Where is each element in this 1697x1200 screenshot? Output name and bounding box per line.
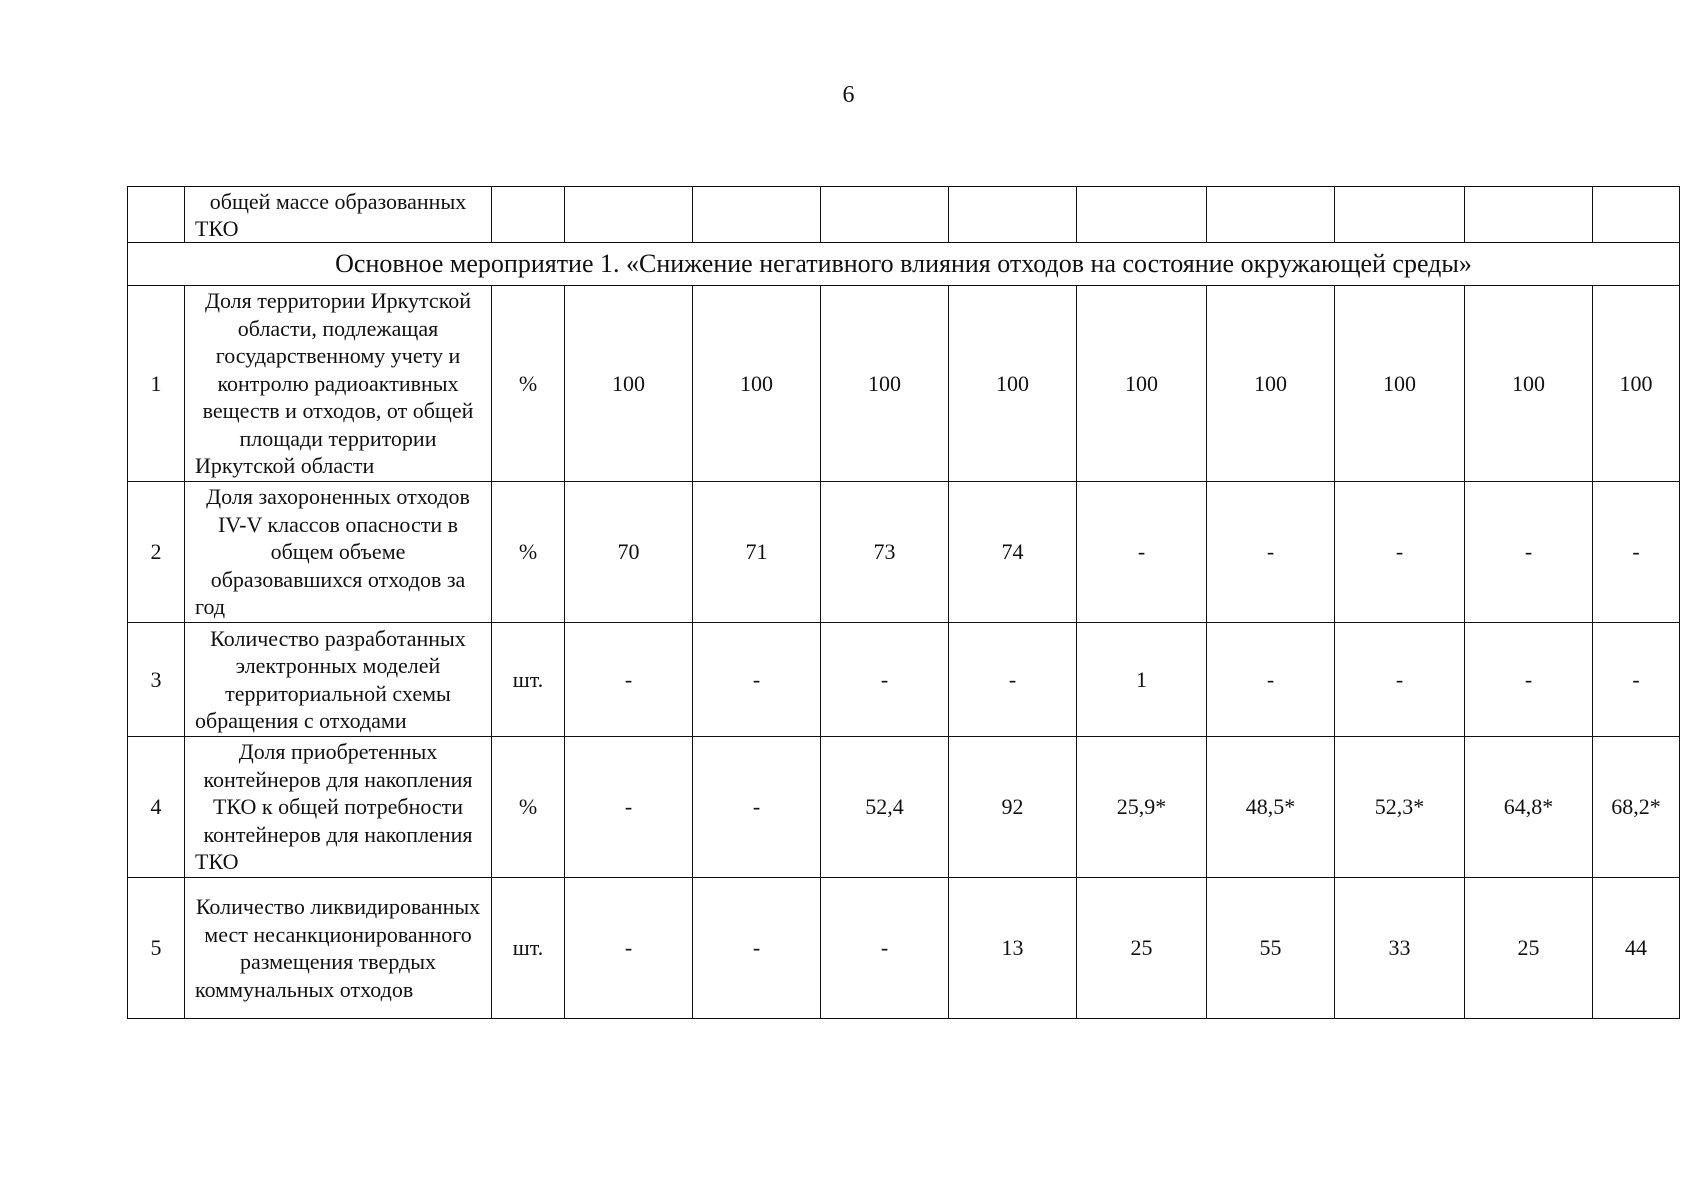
- value-cell: 64,8*: [1465, 737, 1593, 878]
- value-cell: 100: [1593, 286, 1680, 482]
- row-number-cell: 3: [128, 623, 185, 737]
- table-row: [128, 482, 1680, 623]
- value-cell: -: [565, 737, 693, 878]
- value-cell: 52,4: [821, 737, 949, 878]
- value-cell: -: [1593, 623, 1680, 737]
- section-header-row: [128, 243, 1680, 286]
- value-cell: [949, 187, 1077, 243]
- value-cell: -: [693, 878, 821, 1019]
- row-number-cell: [128, 187, 185, 243]
- value-cell: 13: [949, 878, 1077, 1019]
- value-cell: 48,5*: [1207, 737, 1335, 878]
- value-cell: 100: [565, 286, 693, 482]
- value-cell: [1593, 187, 1680, 243]
- value-cell: -: [1335, 623, 1465, 737]
- value-cell: [1335, 187, 1465, 243]
- table-row: [128, 623, 1680, 737]
- value-cell: 100: [693, 286, 821, 482]
- value-cell: -: [693, 737, 821, 878]
- value-cell: 25: [1465, 878, 1593, 1019]
- value-cell: 70: [565, 482, 693, 623]
- value-cell: -: [1207, 623, 1335, 737]
- value-cell: -: [1077, 482, 1207, 623]
- value-cell: -: [1593, 482, 1680, 623]
- value-cell: [1077, 187, 1207, 243]
- indicator-description: Доля территории Иркутской области, подлежащая государственному учету и контролю радиоактивных веществ и отходов, от общей площади территории Иркутской области: [185, 286, 492, 482]
- value-cell: 100: [1207, 286, 1335, 482]
- value-cell: 33: [1335, 878, 1465, 1019]
- value-cell: 55: [1207, 878, 1335, 1019]
- row-number-cell: 2: [128, 482, 185, 623]
- value-cell: 74: [949, 482, 1077, 623]
- value-cell: -: [565, 878, 693, 1019]
- value-cell: -: [1207, 482, 1335, 623]
- value-cell: 71: [693, 482, 821, 623]
- indicator-description: Количество разработанных электронных моделей территориальной схемы обращения с отходами: [185, 623, 492, 737]
- value-cell: -: [949, 623, 1077, 737]
- row-number-cell: 5: [128, 878, 185, 1019]
- indicator-description: Доля приобретенных контейнеров для накопления ТКО к общей потребности контейнеров для накопления ТКО: [185, 737, 492, 878]
- unit-cell: %: [492, 482, 565, 623]
- value-cell: 73: [821, 482, 949, 623]
- indicator-description: Доля захороненных отходов IV-V классов опасности в общем объеме образовавшихся отходов за год: [185, 482, 492, 623]
- value-cell: 92: [949, 737, 1077, 878]
- unit-cell: %: [492, 737, 565, 878]
- value-cell: 100: [949, 286, 1077, 482]
- unit-cell: шт.: [492, 623, 565, 737]
- value-cell: [565, 187, 693, 243]
- value-cell: 100: [1465, 286, 1593, 482]
- row-number-cell: 1: [128, 286, 185, 482]
- unit-cell: %: [492, 286, 565, 482]
- section-title: Основное мероприятие 1. «Снижение негативного влияния отходов на состояние окружающей среды»: [128, 243, 1680, 286]
- table-row: [128, 286, 1680, 482]
- value-cell: 44: [1593, 878, 1680, 1019]
- value-cell: 100: [821, 286, 949, 482]
- value-cell: 25: [1077, 878, 1207, 1019]
- value-cell: -: [1465, 623, 1593, 737]
- page-number: 6: [842, 82, 855, 108]
- value-cell: 1: [1077, 623, 1207, 737]
- row-number-cell: 4: [128, 737, 185, 878]
- indicator-description: общей массе образованных ТКО: [185, 187, 492, 243]
- value-cell: -: [1465, 482, 1593, 623]
- table-row: [128, 187, 1680, 243]
- value-cell: 68,2*: [1593, 737, 1680, 878]
- value-cell: [1207, 187, 1335, 243]
- value-cell: 25,9*: [1077, 737, 1207, 878]
- value-cell: 100: [1335, 286, 1465, 482]
- value-cell: -: [565, 623, 693, 737]
- value-cell: 100: [1077, 286, 1207, 482]
- value-cell: -: [693, 623, 821, 737]
- value-cell: -: [1335, 482, 1465, 623]
- value-cell: 52,3*: [1335, 737, 1465, 878]
- value-cell: [693, 187, 821, 243]
- value-cell: [821, 187, 949, 243]
- value-cell: -: [821, 623, 949, 737]
- value-cell: [1465, 187, 1593, 243]
- table-row: [128, 737, 1680, 878]
- unit-cell: [492, 187, 565, 243]
- value-cell: -: [821, 878, 949, 1019]
- indicator-description: Количество ликвидированных мест несанкционированного размещения твердых коммунальных отходов: [185, 878, 492, 1019]
- table-row: [128, 878, 1680, 1019]
- indicators-table: [127, 186, 1680, 1019]
- unit-cell: шт.: [492, 878, 565, 1019]
